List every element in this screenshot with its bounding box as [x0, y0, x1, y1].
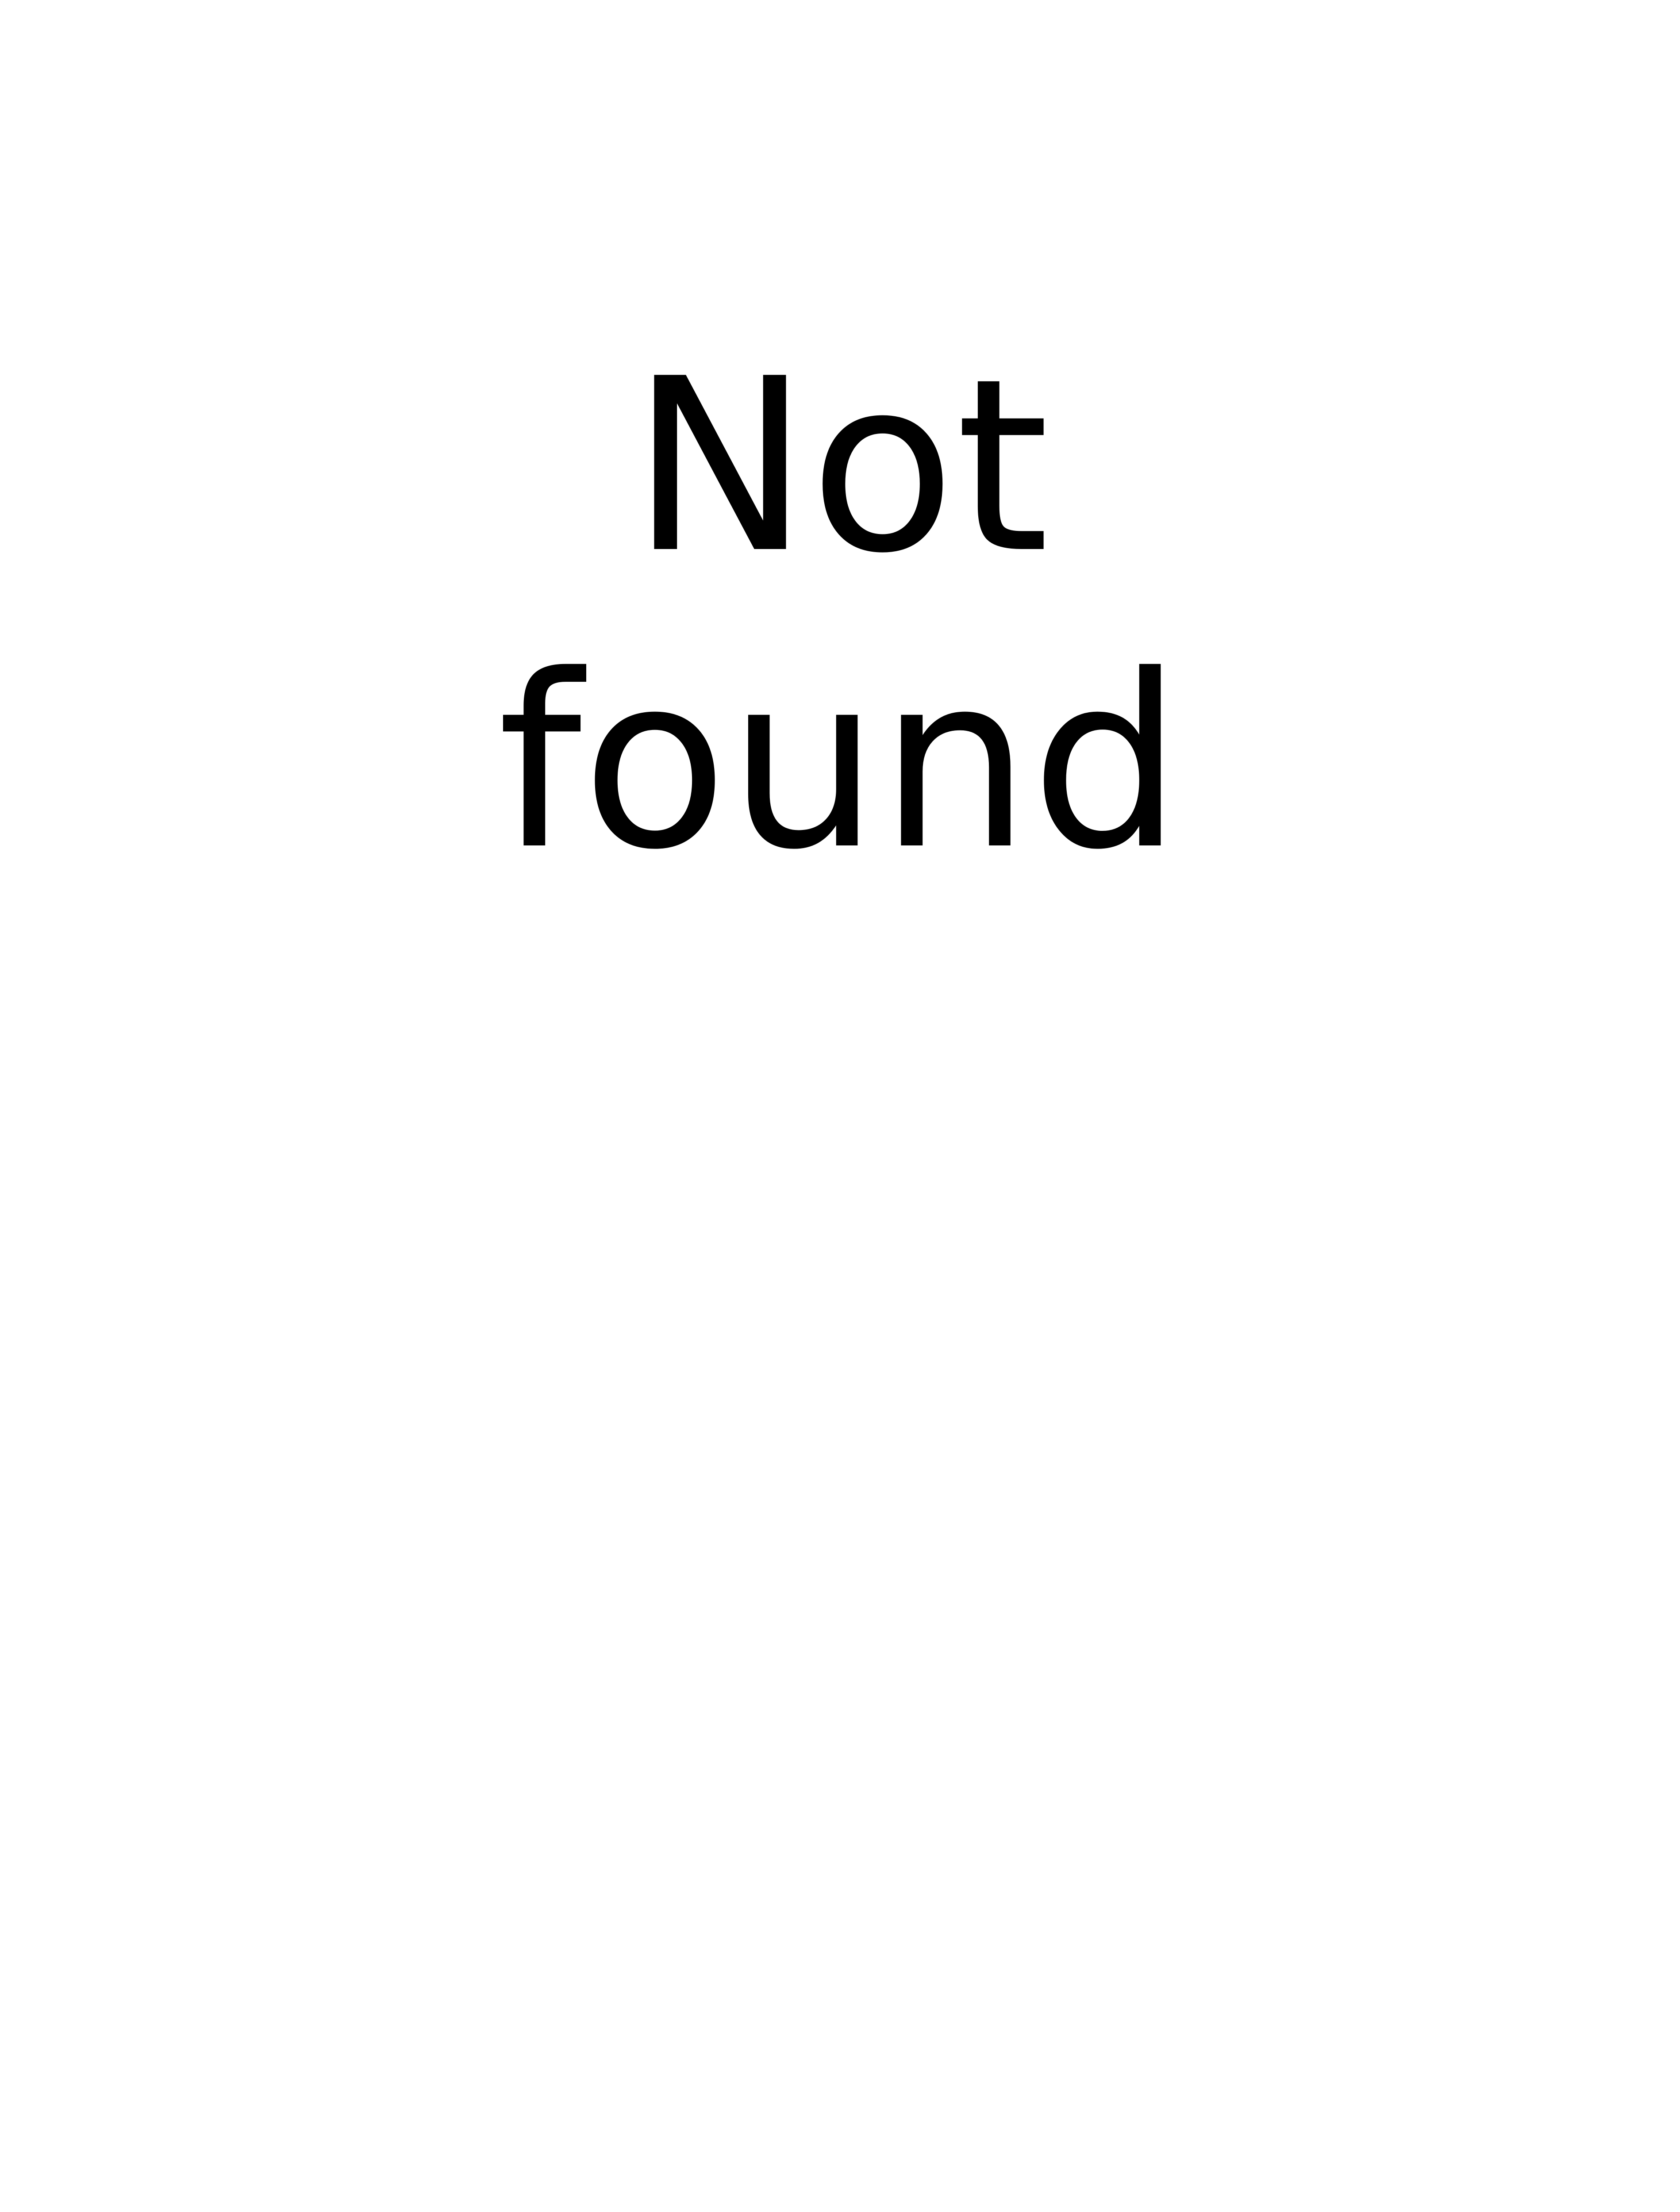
message-line-2: found [497, 624, 1183, 902]
not-found-message [0, 319, 1680, 911]
message-line-1: Not [630, 328, 1050, 606]
